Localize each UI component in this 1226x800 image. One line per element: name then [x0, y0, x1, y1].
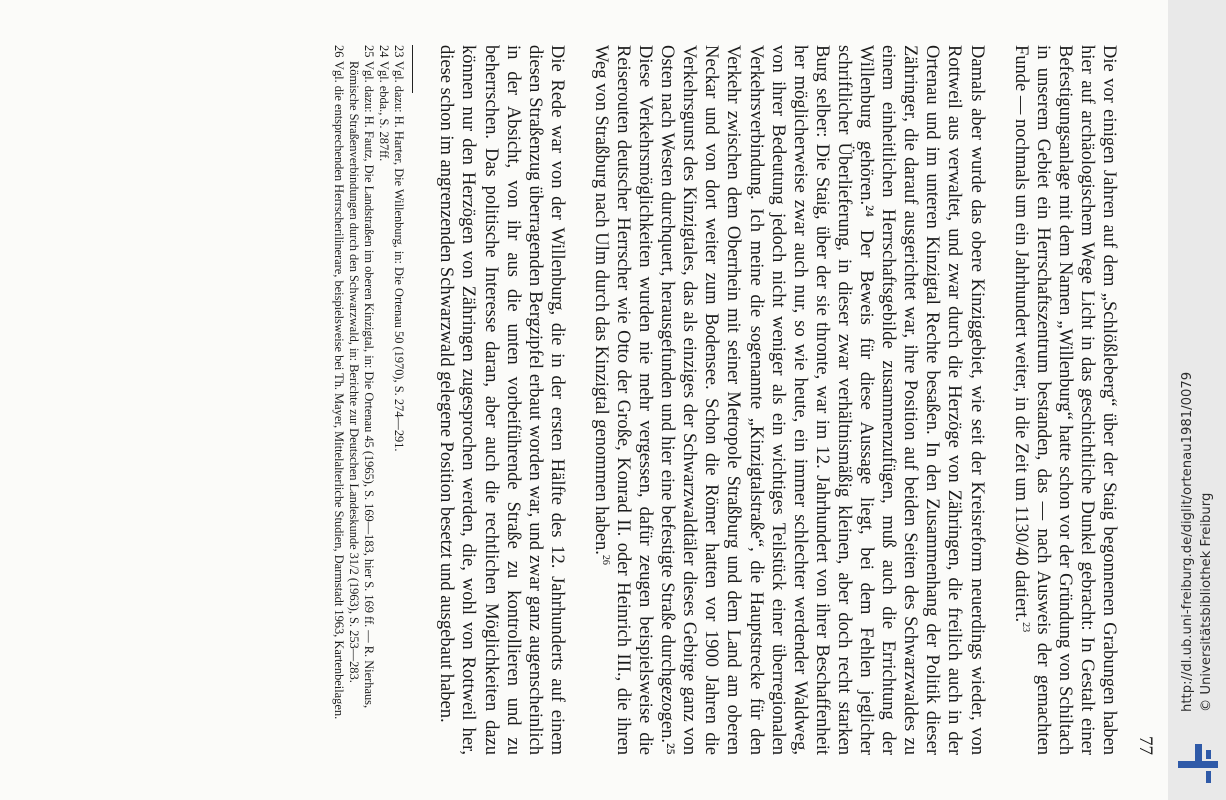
paragraph-2-text: Damals aber wurde das obere Kinziggebiet, wie seit der Kreisreform neuerdings wieder, von Rottweil aus verwaltet, und zwar durch die Herzöge von Zähringen, die freilich auch in der Ortenau und im unteren Kinzigtal Rechte besaßen. In den Zusammenhang der Politik dieser Zähringer, die darauf ausgerichtet war, ihre Position auf beiden Seiten des Schwarzwaldes zu einem einheitlichen Herrschaftsgebilde zusammenzufügen, muß auch die Errichtung der Willenburg gehören.²⁴ Der Beweis für diese Aussage liegt, bei dem Fehlen jeglicher schriftlicher Überlieferung, in dieser zwar verhältnismäßig kleinen, aber doch recht starken Burg selber: Die Staig, über der sie thronte, war im 12. Jahrhundert von ihrer Beschaffenheit her möglicherweise zwar auch nur, so wie heute, ein immer schlechter werdender Waldweg, von ihrer Bedeutung jedoch nicht weniger als ein wichtiges Teilstück einer überregionalen Verkehrsverbindung. Ich meine die sogenannte „Kinzigtalstraße“, die Hauptstrecke für den Verkehr zwischen dem Oberrhein mit seiner Metropole Straßburg und dem Land am oberen Neckar und von dort weiter zum Bodensee. Schon die Römer hatten vor 1900 Jahren die Verkehrsgunst des Kinzigtales, das als einziges der Schwarzwaldtäler dieses Gebirge ganz von Osten nach Westen durchquert, herausgefunden und hier eine befestigte Straße durchgezogen.²⁵ Diese Verkehrsmöglichkeiten wurden nie mehr vergessen, dafür zeugen beispielsweise die Reiserouten deutscher Herrscher wie Otto der Große, Konrad II. oder Heinrich III., die ihren Weg von Straßburg nach Ulm durch das Kinzigtal genommen haben. [590, 45, 987, 755]
footnote-24 [376, 45, 391, 755]
paragraph-2 [590, 45, 988, 755]
rotated-page [120, 45, 1156, 755]
paragraph-1-text: Die vor einigen Jahren auf dem „Schlößleberg“ über der Staig begonnenen Grabungen haben hier auf archäologischem Wege Licht in das geschichtliche Dunkel gebracht: In Gestalt einer Befestigungsanlage mit dem Namen „Willenburg“ hatte schon vor der Gründung von Schiltach in unserem Gebiet ein Herrschaftszentrum bestanden, das — nach Ausweis der gemachten Funde — nochmals um ein Jahrhundert weiter, in die Zeit um 1130/40 datiert. [1010, 45, 1119, 755]
paragraph-3-text: Die Rede war von der Willenburg, die in der ersten Hälfte des 12. Jahrhunderts auf einem diesen Straßenzug überragenden Bergzipfel erbaut worden war, und zwar ganz augenscheinlich in der Absicht, von ihr aus die unten vorbeiführende Straße zu kontrollieren und zu beherrschen. Das politische Interesse daran, aber auch die rechtlichen Möglichkeiten dazu können nur den Herzögen von Zähringen zugesprochen werden, die, wohl von Rottweil her, diese schon im angrenzenden Schwarzwald gelegene Position besetzt und ausgebaut haben. [436, 45, 567, 755]
library-logo-svg [1176, 742, 1222, 788]
source-url-link[interactable]: http://dl.ub.uni-freiburg.de/diglit/ortenau1981/0079 [1180, 371, 1195, 712]
copyright-notice: © Universitätsbibliothek Freiburg [1199, 492, 1214, 712]
logo-bar-small [1206, 750, 1211, 759]
footnote-text: Vgl. dazu: H. Fautz, Die Landstraßen im oberen Kinzigtal, in: Die Ortenau 45 (1965), S. 169—183, hier S. 169 ff. — R. Nierhaus, Römische Straßenverbindungen durch den Schwarzwald, in: Berichte zur Deutschen Landeskunde 31/2 (1963), S. 253—283. [347, 61, 377, 709]
footnote-text: Vgl. dazu: H. Harter, Die Willenburg, in: Die Ortenau 50 (1970), S. 274—291. [392, 61, 407, 452]
library-logo-icon [1176, 742, 1222, 788]
page-number: 77 [1135, 736, 1156, 755]
footnote-ref-26: 26 [600, 554, 612, 565]
footnote-text: Vgl. ebda., S. 287ff. [377, 61, 392, 162]
footnote-number: 24 [377, 45, 392, 58]
footnote-23 [391, 45, 406, 755]
footnote-number: 26 [332, 45, 347, 58]
footnote-26 [331, 45, 346, 755]
footnote-divider [412, 45, 413, 93]
sidebar-text [1170, 0, 1224, 720]
footnote-text: Vgl. die entsprechenden Herrscherilinerare, beispielsweise bei Th. Mayer, Mittelalterliche Studien, Darmstadt 1963, Kartenbeilagen. [332, 61, 347, 720]
logo-bar-small-2 [1206, 771, 1211, 783]
paragraph-1 [1010, 45, 1120, 755]
paragraph-3 [435, 45, 568, 755]
logo-bar-vertical [1195, 744, 1202, 764]
footnote-number: 23 [392, 45, 407, 58]
footnote-ref-23: 23 [1019, 622, 1031, 633]
footnote-25 [346, 45, 376, 755]
footnote-number: 25 [362, 45, 377, 58]
